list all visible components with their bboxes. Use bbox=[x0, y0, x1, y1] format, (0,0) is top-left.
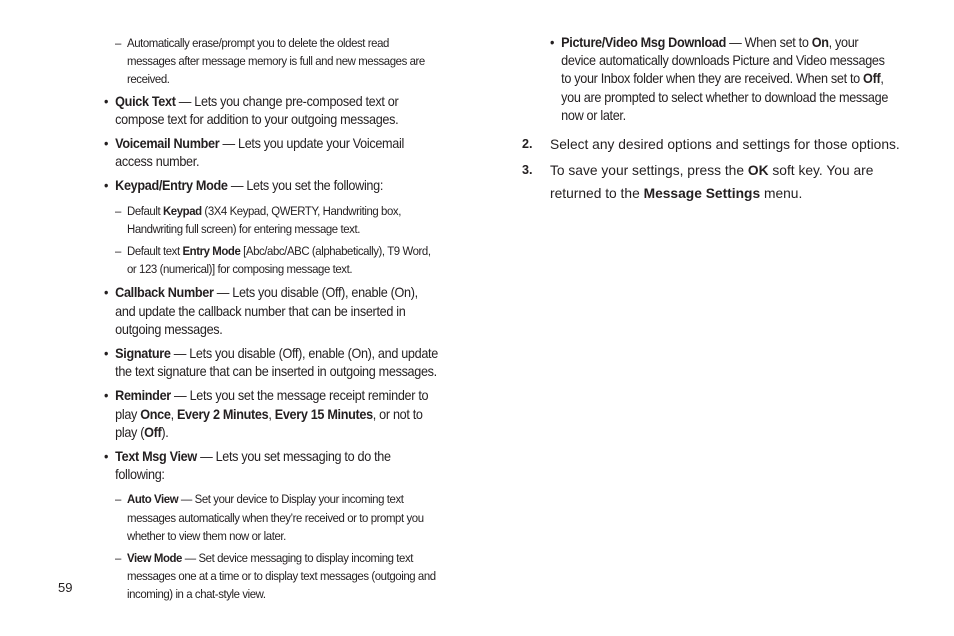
term-signature: Signature bbox=[115, 346, 171, 362]
list-item-reminder: • Reminder — Lets you set the message receipt reminder to play Once, Every 2 Minutes, Every 15 Minutes, or not to play (Off). bbox=[104, 387, 441, 442]
term-auto-view: Auto View bbox=[127, 492, 179, 507]
menu-name: Message Settings bbox=[643, 186, 761, 202]
term-text-msg-view: Text Msg View bbox=[115, 449, 197, 465]
list-item-signature: • Signature — Lets you disable (Off), enable (On), and update the text signature that can be inserted in outgoing messages. bbox=[104, 345, 441, 381]
list-item-picture-video-download: • Picture/Video Msg Download — When set to On, your device automatically downloads Picture and Video messages to your Inbox folder when they are received. When set to Off, you are prompted to select whether to download the message now or later. bbox=[550, 34, 889, 125]
list-item-keypad-entry-mode: • Keypad/Entry Mode — Lets you set the following: bbox=[104, 177, 441, 195]
list-item-default-keypad: – Default Keypad (3X4 Keypad, QWERTY, Handwriting box, Handwriting full screen) for entering message text. bbox=[104, 202, 437, 238]
term-callback-number: Callback Number bbox=[115, 285, 214, 301]
term-view-mode: View Mode bbox=[127, 551, 182, 566]
step-2: 2. Select any desired options and settings for those options. bbox=[522, 133, 914, 156]
left-column bbox=[104, 34, 466, 608]
term-picture-video-download: Picture/Video Msg Download bbox=[561, 35, 726, 50]
step-number: 2. bbox=[522, 137, 533, 152]
page-number: 59 bbox=[58, 580, 73, 595]
list-item-callback-number: • Callback Number — Lets you disable (Off), enable (On), and update the callback number that can be inserted in outgoing messages. bbox=[104, 284, 441, 339]
term-reminder: Reminder bbox=[115, 388, 171, 404]
term-quick-text: Quick Text bbox=[115, 93, 176, 109]
list-item-default-entry-mode: – Default text Entry Mode [Abc/abc/ABC (alphabetically), T9 Word, or 123 (numerical)] for composing message text. bbox=[104, 242, 437, 278]
list-item-auto-view: – Auto View — Set your device to Display your incoming text messages automatically when they’re received or to prompt you whether to view them now or later. bbox=[104, 490, 437, 545]
term-voicemail-number: Voicemail Number bbox=[115, 136, 220, 152]
list-item-text-msg-view: • Text Msg View — Lets you set messaging to do the following: bbox=[104, 448, 441, 484]
step-3: 3. To save your settings, press the OK soft key. You are returned to the Message Settings menu. bbox=[522, 159, 914, 205]
list-item-view-mode: – View Mode — Set device messaging to display incoming text messages one at a time or to display text messages (outgoing and incoming) in a chat-style view. bbox=[104, 549, 437, 604]
term-keypad-entry-mode: Keypad/Entry Mode bbox=[115, 178, 228, 194]
list-item-auto-erase: – Automatically erase/prompt you to delete the oldest read messages after message memory is full and new messages are received. bbox=[104, 34, 437, 89]
term-keypad: Keypad bbox=[162, 203, 202, 218]
ok-key: OK bbox=[747, 163, 769, 179]
term-entry-mode: Entry Mode bbox=[182, 244, 241, 259]
right-column bbox=[522, 34, 914, 208]
list-item-voicemail-number: • Voicemail Number — Lets you update your Voicemail access number. bbox=[104, 135, 441, 171]
step-number: 3. bbox=[522, 163, 533, 178]
list-item-quick-text: • Quick Text — Lets you change pre-composed text or compose text for addition to your outgoing messages. bbox=[104, 93, 441, 129]
